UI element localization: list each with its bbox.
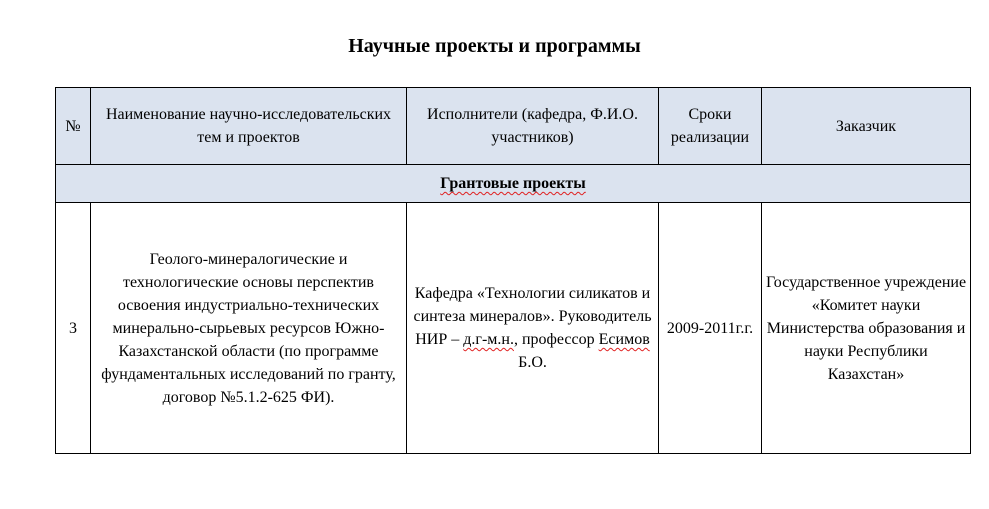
executors-text-middle: , профессор bbox=[513, 331, 599, 348]
cell-num: 3 bbox=[56, 203, 91, 454]
cell-name: Геолого-минералогические и технологические основы перспектив освоения индустриально-технических минерально-сырьевых ресурсов Южно-Казахстанской области (по программе фундаментальных исследований по гранту, договор №5.1.2-625 ФИ). bbox=[91, 203, 407, 454]
header-term: Сроки реализации bbox=[659, 88, 762, 165]
header-row bbox=[56, 88, 971, 165]
section-cell bbox=[56, 165, 971, 203]
projects-table bbox=[55, 87, 971, 454]
executors-surname: Есимов bbox=[598, 331, 650, 348]
table-row bbox=[56, 203, 971, 454]
executors-text-end: Б.О. bbox=[518, 354, 547, 371]
header-name: Наименование научно-исследовательских тем и проектов bbox=[91, 88, 407, 165]
cell-client: Государственное учреждение «Комитет науки Министерства образования и науки Республики Казахстан» bbox=[762, 203, 971, 454]
page-title: Научные проекты и программы bbox=[348, 35, 641, 57]
executors-degree: д.г-м.н. bbox=[463, 331, 514, 348]
section-label: Грантовые проекты bbox=[440, 175, 586, 192]
header-executors: Исполнители (кафедра, Ф.И.О. участников) bbox=[407, 88, 659, 165]
cell-executors bbox=[407, 203, 659, 454]
executors-text-start: Кафедра «Технологии силикатов и синтеза минералов». Руководитель НИР – bbox=[413, 285, 652, 348]
header-client: Заказчик bbox=[762, 88, 971, 165]
cell-term: 2009-2011г.г. bbox=[659, 203, 762, 454]
section-row bbox=[56, 165, 971, 203]
header-num: № bbox=[56, 88, 91, 165]
